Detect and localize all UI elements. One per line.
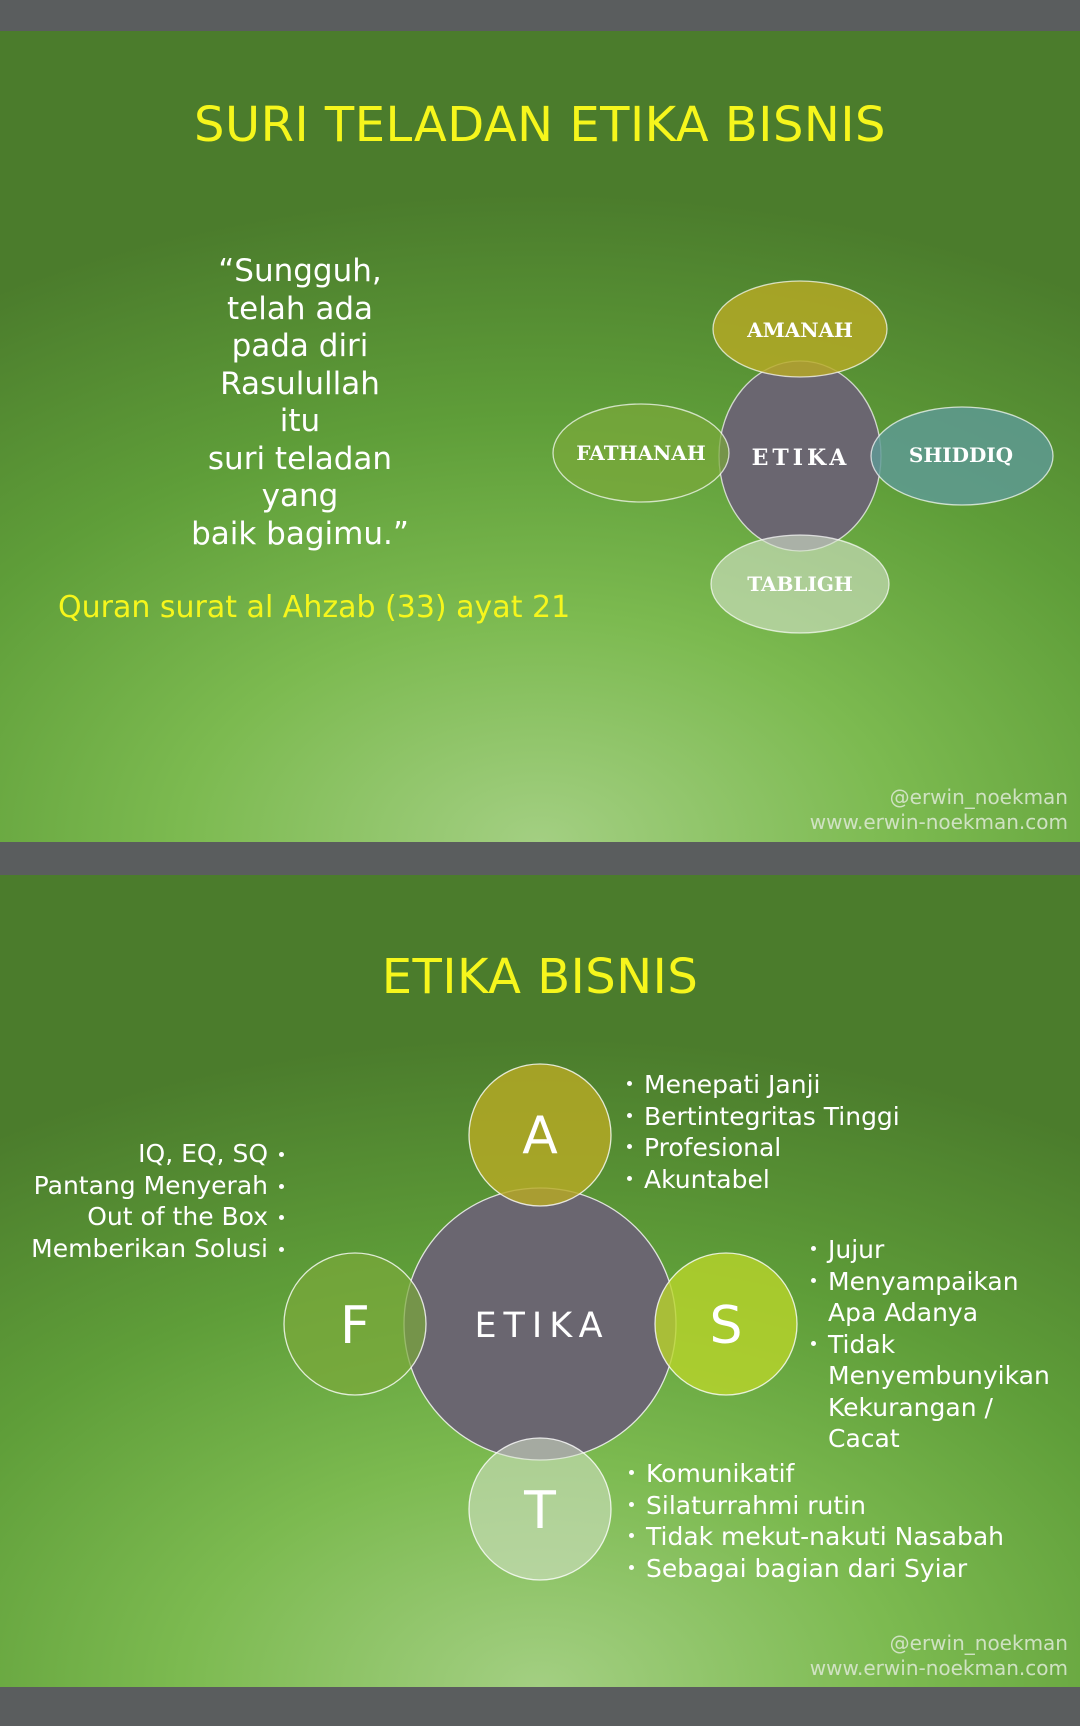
list-item: Tidak mekut-nakuti Nasabah xyxy=(626,1521,1004,1553)
list-item: Silaturrahmi rutin xyxy=(626,1490,1004,1522)
a-letter: A xyxy=(522,1106,558,1166)
etika-venn-diagram xyxy=(0,31,1080,842)
tabligh-points-list xyxy=(626,1458,1004,1584)
list-item: Memberikan Solusi xyxy=(20,1233,288,1265)
list-item: Menyampaikan Apa Adanya xyxy=(808,1266,1070,1329)
quote-source: Quran surat al Ahzab (33) ayat 21 xyxy=(58,590,571,625)
fathanah-label: FATHANAH xyxy=(576,441,706,465)
quote-line: itu xyxy=(279,403,321,439)
list-item: Sebagai bagian dari Syiar xyxy=(626,1553,1004,1585)
tabligh-label: TABLIGH xyxy=(747,572,853,596)
list-item: IQ, EQ, SQ xyxy=(20,1138,288,1170)
list-item: Out of the Box xyxy=(20,1201,288,1233)
quote-line: yang xyxy=(261,478,339,514)
list-item: Profesional xyxy=(624,1132,900,1164)
slide-title: SURI TELADAN ETIKA BISNIS xyxy=(194,97,886,154)
etika-center-label: ETIKA xyxy=(751,445,851,471)
quote-line: telah ada xyxy=(226,290,373,327)
author-handle: @erwin_noekman xyxy=(889,1631,1068,1655)
quote-line: Rasulullah xyxy=(220,365,380,402)
author-credit xyxy=(810,785,1068,835)
slide-title: ETIKA BISNIS xyxy=(381,949,699,1006)
author-website: www.erwin-noekman.com xyxy=(809,810,1068,834)
list-item: Jujur xyxy=(808,1234,1070,1266)
list-item: Akuntabel xyxy=(624,1164,900,1196)
etika-center-label: ETIKA xyxy=(474,1306,610,1346)
quote-line: suri teladan xyxy=(207,440,393,477)
shiddiq-points-list xyxy=(808,1234,1070,1455)
amanah-label: AMANAH xyxy=(747,318,853,342)
author-handle: @erwin_noekman xyxy=(889,785,1068,809)
author-credit xyxy=(810,1631,1068,1681)
list-item: Bertintegritas Tinggi xyxy=(624,1101,900,1133)
list-item: Komunikatif xyxy=(626,1458,1004,1490)
shiddiq-label: SHIDDIQ xyxy=(908,443,1014,467)
quote-line: “Sungguh, xyxy=(218,253,382,289)
slide-etika-bisnis xyxy=(0,875,1080,1687)
s-letter: S xyxy=(709,1296,743,1356)
f-letter: F xyxy=(340,1296,370,1356)
author-website: www.erwin-noekman.com xyxy=(809,1656,1068,1680)
fathanah-points-list xyxy=(20,1138,288,1264)
amanah-points-list xyxy=(624,1069,900,1195)
list-item: Menepati Janji xyxy=(624,1069,900,1101)
list-item: Pantang Menyerah xyxy=(20,1170,288,1202)
slide-suri-teladan xyxy=(0,31,1080,842)
list-item: Tidak Menyembunyikan Kekurangan / Cacat xyxy=(808,1329,1070,1455)
quote-line: pada diri xyxy=(231,328,369,364)
t-letter: T xyxy=(524,1481,556,1541)
quote-line: baik bagimu.” xyxy=(191,515,409,552)
